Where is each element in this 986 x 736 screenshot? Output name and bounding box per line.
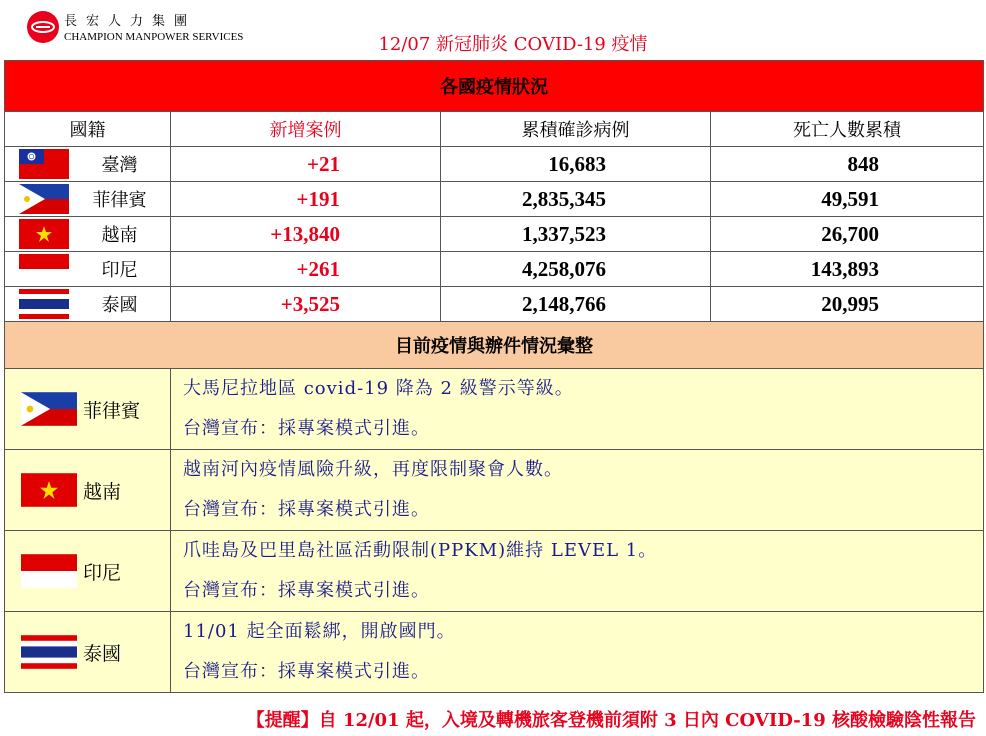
taiwan-flag-icon [19, 149, 69, 179]
new-cases: +191 [171, 182, 441, 217]
table-row [5, 147, 984, 182]
vietnam-flag-icon [19, 219, 69, 249]
total-cases: 16,683 [441, 147, 711, 182]
country-name: 越南 [83, 480, 122, 503]
indonesia-flag-icon [19, 254, 69, 284]
deaths: 49,591 [711, 182, 984, 217]
country-name: 菲律賓 [83, 399, 141, 422]
detail-row [5, 531, 984, 612]
thailand-flag-icon [19, 289, 69, 319]
company-name-en: CHAMPION MANPOWER SERVICES [64, 31, 244, 43]
detail-row [5, 369, 984, 450]
reminder-note: 【提醒】自 12/01 起，入境及轉機旅客登機前須附 3 日內 COVID-19 核酸檢驗陰性報告 [246, 710, 976, 731]
status-line: 大馬尼拉地區 covid-19 降為 2 級警示等級。 [183, 378, 574, 399]
table-row [5, 287, 984, 322]
header-total-cases: 累積確診病例 [441, 112, 711, 147]
header-new-cases: 新增案例 [171, 112, 441, 147]
thailand-flag-icon [21, 632, 77, 672]
policy-line: 台灣宣布：採專案模式引進。 [183, 418, 430, 439]
vietnam-flag-icon [21, 470, 77, 510]
table-row [5, 182, 984, 217]
covid-table [4, 60, 984, 693]
new-cases: +21 [171, 147, 441, 182]
new-cases: +13,840 [171, 217, 441, 252]
header-deaths: 死亡人數累積 [711, 112, 984, 147]
status-line: 11/01 起全面鬆綁，開啟國門。 [183, 621, 456, 642]
deaths: 143,893 [711, 252, 984, 287]
total-cases: 2,835,345 [441, 182, 711, 217]
country-name: 泰國 [101, 295, 138, 316]
status-line: 爪哇島及巴里島社區活動限制(PPKM)維持 LEVEL 1。 [183, 540, 658, 561]
status-line: 越南河內疫情風險升級，再度限制聚會人數。 [183, 459, 563, 480]
deaths: 20,995 [711, 287, 984, 322]
total-cases: 1,337,523 [441, 217, 711, 252]
page-title: 12/07 新冠肺炎 COVID-19 疫情 [378, 34, 648, 55]
indonesia-flag-icon [21, 551, 77, 591]
country-name: 泰國 [83, 642, 122, 665]
philippines-flag-icon [19, 184, 69, 214]
country-name: 菲律賓 [92, 190, 147, 211]
table-row [5, 217, 984, 252]
total-cases: 2,148,766 [441, 287, 711, 322]
policy-line: 台灣宣布：採專案模式引進。 [183, 499, 430, 520]
country-name: 印尼 [83, 561, 122, 584]
country-name: 印尼 [101, 260, 138, 281]
company-name-zh: 長宏人力集團 [64, 14, 197, 29]
deaths: 848 [711, 147, 984, 182]
detail-row [5, 450, 984, 531]
new-cases: +3,525 [171, 287, 441, 322]
total-cases: 4,258,076 [441, 252, 711, 287]
detail-row [5, 612, 984, 693]
section-title-summary: 目前疫情與辦件情況彙整 [5, 322, 984, 369]
country-name: 越南 [101, 225, 138, 246]
deaths: 26,700 [711, 217, 984, 252]
philippines-flag-icon [21, 389, 77, 429]
policy-line: 台灣宣布：採專案模式引進。 [183, 661, 430, 682]
section-title-status: 各國疫情狀況 [5, 61, 984, 112]
new-cases: +261 [171, 252, 441, 287]
policy-line: 台灣宣布：採專案模式引進。 [183, 580, 430, 601]
table-header-row [5, 112, 984, 147]
table-row [5, 252, 984, 287]
header-nationality: 國籍 [5, 112, 171, 147]
country-name: 臺灣 [101, 155, 138, 176]
